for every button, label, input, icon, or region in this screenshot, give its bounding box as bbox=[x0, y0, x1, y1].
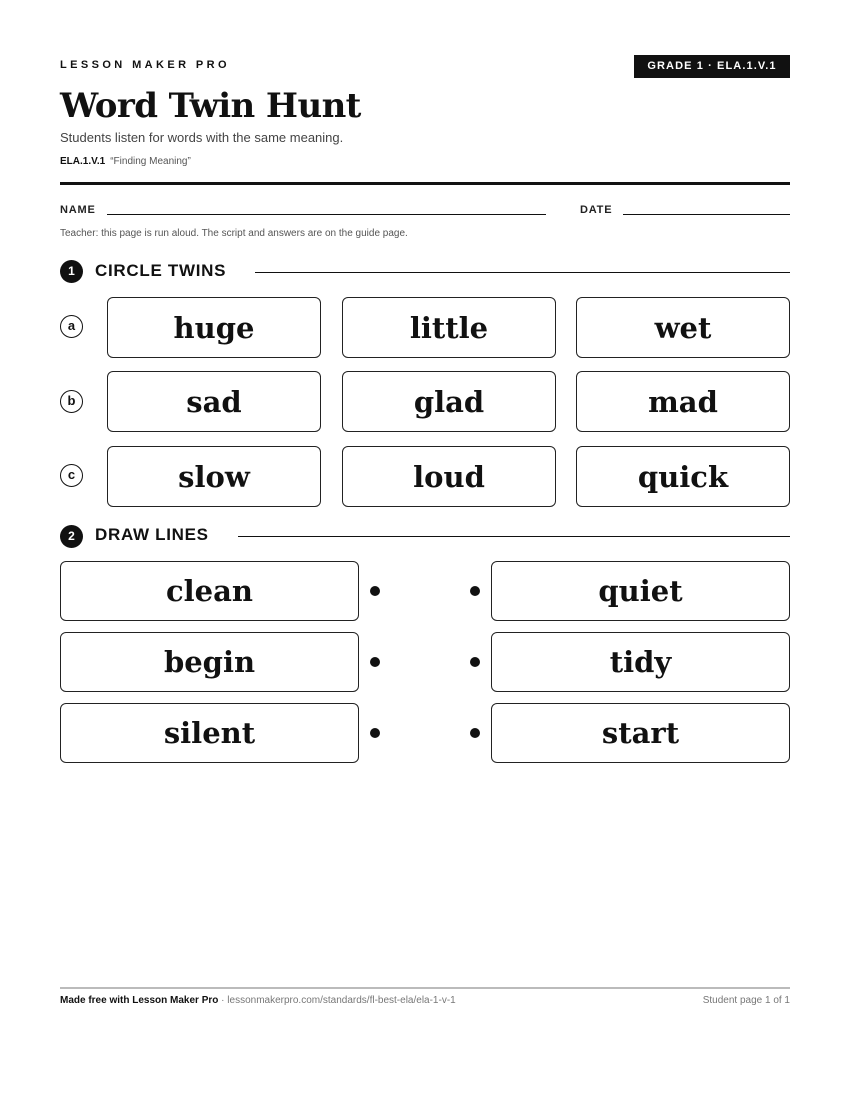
footer-divider bbox=[60, 987, 790, 989]
section-2-rule bbox=[238, 536, 790, 537]
match-left-silent[interactable]: silent bbox=[60, 703, 359, 763]
word-card-quick[interactable]: quick bbox=[576, 446, 790, 507]
footer-made-with: Made free with Lesson Maker Pro bbox=[60, 995, 219, 1006]
match-left-dot-2[interactable] bbox=[370, 657, 380, 667]
grade-badge: GRADE 1 · ELA.1.V.1 bbox=[634, 55, 790, 78]
match-right-start[interactable]: start bbox=[491, 703, 790, 763]
match-right-quiet[interactable]: quiet bbox=[491, 561, 790, 621]
footer-credit bbox=[60, 995, 456, 1006]
match-left-dot-1[interactable] bbox=[370, 586, 380, 596]
name-field[interactable] bbox=[107, 214, 546, 215]
match-left-begin[interactable]: begin bbox=[60, 632, 359, 692]
row-a-label: a bbox=[60, 315, 83, 338]
match-left-clean[interactable]: clean bbox=[60, 561, 359, 621]
match-right-dot-1[interactable] bbox=[470, 586, 480, 596]
row-b-label: b bbox=[60, 390, 83, 413]
match-right-tidy[interactable]: tidy bbox=[491, 632, 790, 692]
date-label: DATE bbox=[580, 204, 613, 216]
teacher-note: Teacher: this page is run aloud. The script and answers are on the guide page. bbox=[60, 228, 408, 239]
word-card-slow[interactable]: slow bbox=[107, 446, 321, 507]
name-label: NAME bbox=[60, 204, 96, 216]
page-title: Word Twin Hunt bbox=[60, 86, 361, 126]
match-right-dot-3[interactable] bbox=[470, 728, 480, 738]
section-1-rule bbox=[255, 272, 790, 273]
word-card-loud[interactable]: loud bbox=[342, 446, 556, 507]
word-card-little[interactable]: little bbox=[342, 297, 556, 358]
word-card-sad[interactable]: sad bbox=[107, 371, 321, 432]
match-right-dot-2[interactable] bbox=[470, 657, 480, 667]
word-card-wet[interactable]: wet bbox=[576, 297, 790, 358]
page-subtitle: Students listen for words with the same meaning. bbox=[60, 130, 344, 145]
section-1-number: 1 bbox=[60, 260, 83, 283]
standard-code: ELA.1.V.1 bbox=[60, 156, 106, 167]
footer-page-number: Student page 1 of 1 bbox=[702, 995, 790, 1006]
header-divider bbox=[60, 182, 790, 185]
word-card-glad[interactable]: glad bbox=[342, 371, 556, 432]
standard-line bbox=[60, 156, 191, 167]
section-1-title: CIRCLE TWINS bbox=[95, 261, 227, 280]
section-2-number: 2 bbox=[60, 525, 83, 548]
section-2-title: DRAW LINES bbox=[95, 525, 209, 544]
word-card-huge[interactable]: huge bbox=[107, 297, 321, 358]
word-card-mad[interactable]: mad bbox=[576, 371, 790, 432]
footer-separator: · bbox=[218, 995, 228, 1006]
footer-url[interactable]: lessonmakerpro.com/standards/fl-best-ela/ela-1-v-1 bbox=[227, 995, 456, 1006]
match-left-dot-3[interactable] bbox=[370, 728, 380, 738]
brand-name: LESSON MAKER PRO bbox=[60, 59, 230, 71]
standard-name: “Finding Meaning” bbox=[110, 156, 191, 167]
date-field[interactable] bbox=[623, 214, 790, 215]
row-c-label: c bbox=[60, 464, 83, 487]
